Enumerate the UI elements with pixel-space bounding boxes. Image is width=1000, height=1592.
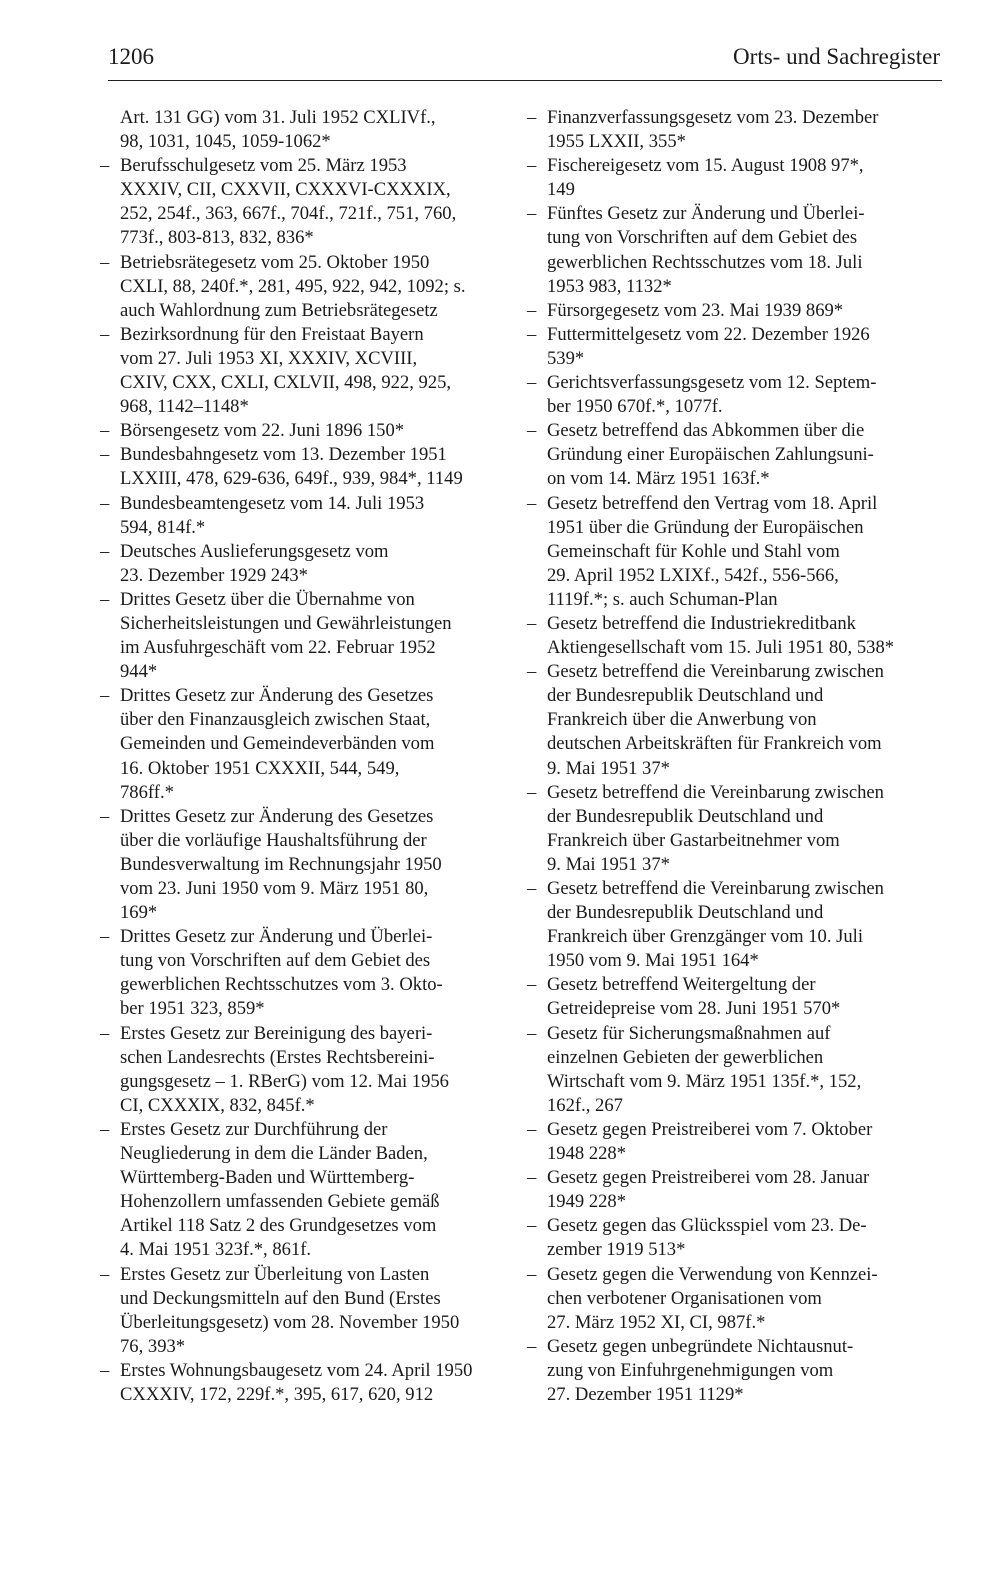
index-entry: [100, 540, 508, 588]
entry-line: Getreidepreise vom 28. Juni 1951 570*: [547, 998, 841, 1020]
entry-dash: –: [527, 781, 537, 803]
entry-dash: –: [527, 420, 537, 442]
entry-line: Gründung einer Europäischen Zahlungsuni-: [547, 444, 874, 466]
entry-line: vom 27. Juli 1953 XI, XXXIV, XCVIII,: [120, 347, 418, 369]
entry-dash: –: [527, 203, 537, 225]
entry-line: 786ff.*: [120, 781, 174, 803]
entry-line: 944*: [120, 661, 158, 683]
entry-line: Drittes Gesetz zur Änderung und Überlei-: [120, 926, 433, 948]
entry-line: 252, 254f., 363, 667f., 704f., 721f., 751, 760,: [120, 203, 457, 225]
entry-dash: –: [100, 805, 110, 827]
entry-dash: –: [527, 878, 537, 899]
entry-line: Bundesverwaltung im Rechnungsjahr 1950: [120, 853, 442, 875]
entry-dash: –: [527, 661, 537, 683]
entry-line: ber 1950 670f.*, 1077f.: [547, 396, 723, 418]
page-header: [108, 44, 940, 78]
entry-line: Fischereigesetz vom 15. August 1908 97*,: [547, 155, 864, 177]
entry-line: 1119f.*; s. auch Schuman-Plan: [547, 588, 778, 610]
entry-line: 1948 228*: [547, 1143, 627, 1165]
entry-line: Württemberg-Baden und Württemberg-: [120, 1167, 415, 1189]
index-entry: [100, 588, 508, 684]
entry-line: 27. Dezember 1951 1129*: [547, 1383, 744, 1405]
index-entry: [100, 925, 508, 1021]
entry-line: CXXXIV, 172, 229f.*, 395, 617, 620, 912: [120, 1383, 434, 1405]
index-entry: [527, 1022, 947, 1118]
entry-line: 29. April 1952 LXIXf., 542f., 556-566,: [547, 564, 839, 586]
entry-dash: –: [527, 612, 537, 634]
entry-line: gewerblichen Rechtsschutzes vom 18. Juli: [547, 251, 863, 273]
entry-line: Neugliederung in dem die Länder Baden,: [120, 1143, 428, 1165]
entry-line: zember 1919 513*: [547, 1239, 686, 1261]
index-entry: [100, 154, 508, 250]
entry-line: tung von Vorschriften auf dem Gebiet des: [120, 950, 431, 972]
entry-line: 169*: [120, 902, 158, 924]
index-entry: [527, 323, 947, 371]
index-entry: [100, 1118, 508, 1263]
entry-dash: –: [527, 372, 537, 394]
entry-line: Gesetz betreffend Weitergeltung der: [547, 974, 816, 996]
entry-line: auch Wahlordnung zum Betriebsrätegesetz: [120, 299, 438, 321]
entry-line: zung von Einfuhrgenehmigungen vom: [547, 1359, 834, 1381]
entry-line: tung von Vorschriften auf dem Gebiet des: [547, 227, 858, 249]
entry-line: Gesetz gegen unbegründete Nichtausnut-: [547, 1335, 854, 1357]
entry-line: Gemeinden und Gemeindeverbänden vom: [120, 733, 435, 755]
index-entry: [100, 106, 508, 154]
index-entry: [100, 419, 508, 443]
entry-line: Betriebsrätegesetz vom 25. Oktober 1950: [120, 251, 430, 273]
entry-dash: –: [100, 1022, 110, 1044]
entry-line: CXIV, CXX, CXLI, CXLVII, 498, 922, 925,: [120, 372, 452, 394]
index-entry: [100, 1263, 508, 1359]
entry-line: gewerblichen Rechtsschutzes vom 3. Okto-: [120, 974, 443, 996]
entry-line: Überleitungsgesetz) vom 28. November 1950: [120, 1311, 460, 1333]
entry-line: 9. Mai 1951 37*: [547, 853, 670, 875]
index-entry: [527, 660, 947, 780]
entry-line: 16. Oktober 1951 CXXXII, 544, 549,: [120, 757, 400, 779]
entry-line: einzelnen Gebieten der gewerblichen: [547, 1046, 824, 1068]
index-entry: [527, 1118, 947, 1166]
index-entry: [527, 612, 947, 660]
entry-line: 76, 393*: [120, 1335, 186, 1357]
entry-line: Fürsorgegesetz vom 23. Mai 1939 869*: [547, 299, 844, 321]
entry-line: Erstes Wohnungsbaugesetz vom 24. April 1950: [120, 1359, 473, 1381]
index-entry: [100, 1022, 508, 1118]
entry-line: Gerichtsverfassungsgesetz vom 12. Septem-: [547, 372, 877, 394]
entry-line: 1949 228*: [547, 1191, 627, 1213]
entry-line: Erstes Gesetz zur Überleitung von Lasten: [120, 1263, 430, 1285]
entry-line: Börsengesetz vom 22. Juni 1896 150*: [120, 420, 405, 442]
index-entry: [100, 251, 508, 323]
entry-line: XXXIV, CII, CXXVII, CXXXVI-CXXXIX,: [120, 179, 451, 201]
entry-line: Erstes Gesetz zur Bereinigung des bayeri-: [120, 1022, 433, 1044]
entry-line: Berufsschulgesetz vom 25. März 1953: [120, 155, 407, 177]
entry-line: Gesetz gegen das Glücksspiel vom 23. De-: [547, 1215, 867, 1237]
index-entry: [527, 154, 947, 202]
index-entry: [527, 371, 947, 419]
entry-line: Gesetz für Sicherungsmaßnahmen auf: [547, 1022, 831, 1044]
index-column-left: [100, 106, 508, 1407]
entry-dash: –: [527, 155, 537, 177]
entry-line: Aktiengesellschaft vom 15. Juli 1951 80, 538*: [547, 637, 895, 659]
entry-dash: –: [527, 1167, 537, 1189]
index-entry: [527, 299, 947, 323]
entry-line: über die vorläufige Haushaltsführung der: [120, 829, 427, 851]
entry-dash: –: [527, 1118, 537, 1140]
running-head: Orts- und Sachregister: [733, 44, 940, 69]
entry-line: CI, CXXXIX, 832, 845f.*: [120, 1094, 315, 1116]
entry-line: 773f., 803-813, 832, 836*: [120, 227, 314, 249]
index-entry: [100, 492, 508, 540]
entry-line: Drittes Gesetz über die Übernahme von: [120, 588, 415, 610]
entry-dash: –: [527, 1215, 537, 1237]
entry-dash: –: [100, 540, 110, 562]
entry-dash: –: [527, 1263, 537, 1285]
index-entry: [527, 492, 947, 612]
entry-line: 4. Mai 1951 323f.*, 861f.: [120, 1239, 312, 1261]
index-entry: [100, 684, 508, 804]
entry-line: über den Finanzausgleich zwischen Staat,: [120, 709, 431, 731]
entry-dash: –: [527, 492, 537, 514]
index-entry: [527, 973, 947, 1021]
entry-line: deutschen Arbeitskräften für Frankreich vom: [547, 733, 882, 755]
entry-line: schen Landesrechts (Erstes Rechtsbereini-: [120, 1046, 435, 1068]
entry-line: 594, 814f.*: [120, 516, 206, 538]
entry-line: 27. März 1952 XI, CI, 987f.*: [547, 1311, 766, 1333]
entry-dash: –: [100, 1359, 110, 1381]
entry-dash: –: [100, 420, 110, 442]
entry-dash: –: [100, 492, 110, 514]
entry-line: 9. Mai 1951 37*: [547, 757, 670, 779]
entry-line: im Ausfuhrgeschäft vom 22. Februar 1952: [120, 637, 436, 659]
entry-line: Bundesbeamtengesetz vom 14. Juli 1953: [120, 492, 425, 514]
entry-line: Artikel 118 Satz 2 des Grundgesetzes vom: [120, 1215, 437, 1237]
entry-line: Drittes Gesetz zur Änderung des Gesetzes: [120, 805, 434, 827]
entry-line: LXXIII, 478, 629-636, 649f., 939, 984*, 1149: [120, 468, 463, 490]
entry-line: Sicherheitsleistungen und Gewährleistungen: [120, 612, 452, 634]
entry-line: Gesetz betreffend die Industriekreditbank: [547, 612, 856, 634]
index-entry: [527, 1166, 947, 1214]
entry-line: chen verbotener Organisationen vom: [547, 1287, 822, 1309]
entry-line: Gemeinschaft für Kohle und Stahl vom: [547, 540, 840, 562]
entry-dash: –: [100, 685, 110, 707]
index-entry: [527, 1263, 947, 1335]
header-rule: [108, 80, 942, 81]
entry-line: 98, 1031, 1045, 1059-1062*: [120, 131, 331, 153]
entry-line: und Deckungsmitteln auf den Bund (Erstes: [120, 1287, 441, 1309]
entry-dash: –: [100, 1118, 110, 1140]
entry-line: Frankreich über Gastarbeitnehmer vom: [547, 829, 840, 851]
entry-line: Fünftes Gesetz zur Änderung und Überlei-: [547, 203, 865, 225]
index-entry: [100, 323, 508, 419]
entry-line: on vom 14. März 1951 163f.*: [547, 468, 770, 490]
entry-line: gungsgesetz – 1. RBerG) vom 12. Mai 1956: [120, 1070, 449, 1092]
index-entry: [527, 1335, 947, 1407]
index-entry: [100, 1359, 508, 1407]
entry-dash: –: [527, 299, 537, 321]
entry-line: Erstes Gesetz zur Durchführung der: [120, 1118, 388, 1140]
entry-line: 1950 vom 9. Mai 1951 164*: [547, 950, 759, 972]
index-entry: [527, 106, 947, 154]
entry-line: Gesetz gegen Preistreiberei vom 28. Januar: [547, 1167, 870, 1189]
entry-line: der Bundesrepublik Deutschland und: [547, 902, 824, 924]
index-column-right: [527, 106, 947, 1407]
entry-line: Bezirksordnung für den Freistaat Bayern: [120, 323, 424, 345]
entry-line: Gesetz betreffend die Vereinbarung zwischen: [547, 878, 884, 899]
index-entry: [100, 443, 508, 491]
entry-line: Bundesbahngesetz vom 13. Dezember 1951: [120, 444, 447, 466]
entry-line: 23. Dezember 1929 243*: [120, 564, 308, 586]
page-number: 1206: [108, 44, 154, 69]
entry-line: 539*: [547, 347, 585, 369]
entry-line: vom 23. Juni 1950 vom 9. März 1951 80,: [120, 878, 429, 899]
entry-dash: –: [100, 926, 110, 948]
entry-line: Gesetz betreffend das Abkommen über die: [547, 420, 865, 442]
entry-line: Finanzverfassungsgesetz vom 23. Dezember: [547, 107, 879, 128]
index-entry: [527, 781, 947, 877]
entry-line: Frankreich über die Anwerbung von: [547, 709, 817, 731]
entry-line: CXLI, 88, 240f.*, 281, 495, 922, 942, 1092; s.: [120, 275, 466, 297]
index-entry: [527, 1214, 947, 1262]
entry-line: 149: [547, 179, 575, 201]
entry-line: Gesetz gegen Preistreiberei vom 7. Oktober: [547, 1118, 873, 1140]
entry-line: ber 1951 323, 859*: [120, 998, 265, 1020]
entry-line: Gesetz betreffend den Vertrag vom 18. April: [547, 492, 878, 514]
entry-line: Frankreich über Grenzgänger vom 10. Juli: [547, 926, 863, 948]
index-entry: [100, 805, 508, 925]
entry-line: Futtermittelgesetz vom 22. Dezember 1926: [547, 323, 870, 345]
entry-dash: –: [527, 107, 537, 128]
entry-line: 1951 über die Gründung der Europäischen: [547, 516, 864, 538]
entry-line: der Bundesrepublik Deutschland und: [547, 805, 824, 827]
entry-line: Art. 131 GG) vom 31. Juli 1952 CXLIVf.,: [120, 107, 436, 128]
entry-dash: –: [527, 974, 537, 996]
entry-line: Gesetz gegen die Verwendung von Kennzei-: [547, 1263, 878, 1285]
entry-dash: –: [527, 1335, 537, 1357]
entry-line: Drittes Gesetz zur Änderung des Gesetzes: [120, 685, 434, 707]
entry-line: 162f., 267: [547, 1094, 623, 1116]
entry-line: 1955 LXXII, 355*: [547, 131, 686, 153]
index-entry: [527, 202, 947, 298]
entry-dash: –: [100, 444, 110, 466]
entry-dash: –: [527, 323, 537, 345]
entry-dash: –: [100, 1263, 110, 1285]
entry-dash: –: [100, 323, 110, 345]
index-entry: [527, 877, 947, 973]
index-entry: [527, 419, 947, 491]
entry-line: 1953 983, 1132*: [547, 275, 672, 297]
entry-line: 968, 1142–1148*: [120, 396, 249, 418]
entry-dash: –: [100, 588, 110, 610]
entry-line: der Bundesrepublik Deutschland und: [547, 685, 824, 707]
entry-line: Wirtschaft vom 9. März 1951 135f.*, 152,: [547, 1070, 862, 1092]
entry-dash: –: [527, 1022, 537, 1044]
entry-dash: –: [100, 251, 110, 273]
entry-line: Deutsches Auslieferungsgesetz vom: [120, 540, 389, 562]
entry-line: Hohenzollern umfassenden Gebiete gemäß: [120, 1191, 440, 1213]
entry-dash: –: [100, 155, 110, 177]
entry-line: Gesetz betreffend die Vereinbarung zwischen: [547, 781, 884, 803]
entry-line: Gesetz betreffend die Vereinbarung zwischen: [547, 661, 884, 683]
